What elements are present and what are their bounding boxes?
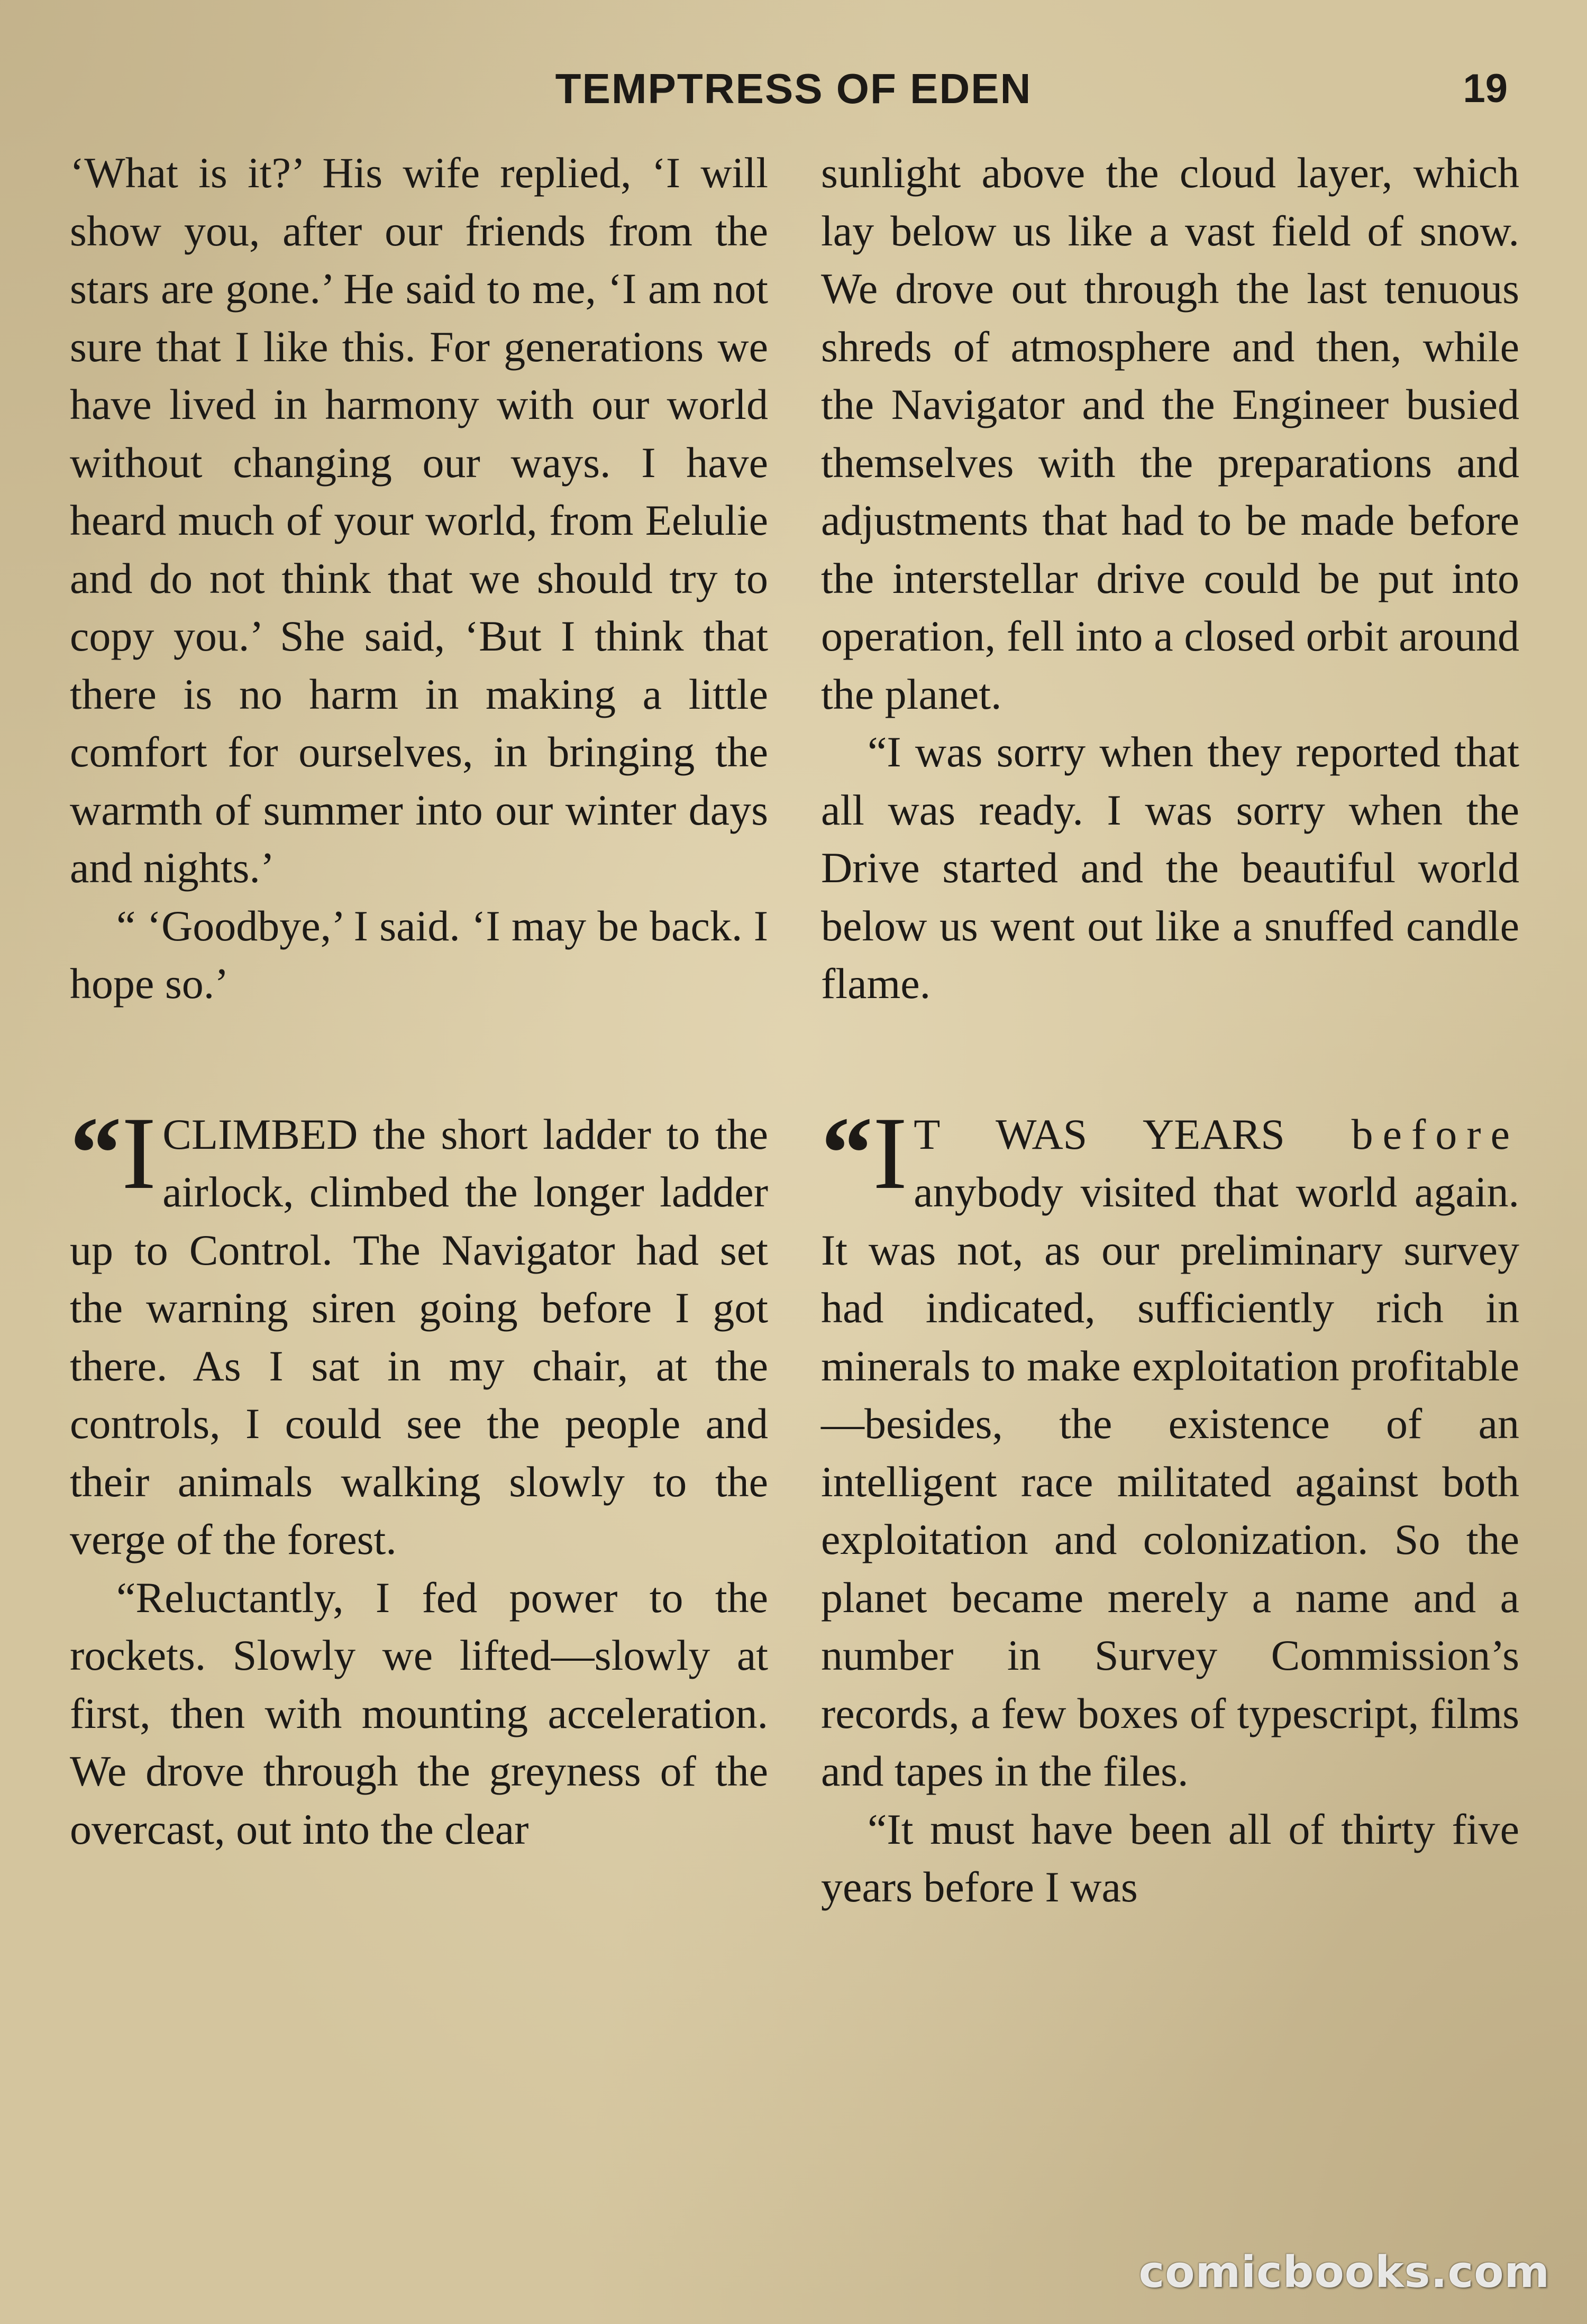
section-opening-paragraph: [70, 1095, 768, 1569]
drop-cap: [70, 1095, 157, 1211]
running-title: TEMPTRESS OF EDEN: [555, 65, 1032, 112]
left-column: [70, 144, 768, 1858]
paragraph: ‘What is it?’ His wife replied, ‘I will show you, after our friends from the stars are gone.’ He said to me, ‘I am not sure that I like this. For generations we have lived in harmony with our world without changing our ways. I have heard much of your world, from Eelulie and do not think that we should try to copy you.’ She said, ‘But I think that there is no harm in making a little comfort for ourselves, in bringing the warmth of summer into our winter days and nights.’: [70, 149, 768, 892]
opening-quote: “: [821, 1095, 873, 1211]
paragraph-body: anybody visited that world again. It was not, as our preliminary survey had indicated, sufficiently rich in minerals to make exploitation profitable—besides, the existence of an intelligent race militated against both exploitation and colonization. So the planet became merely a name and a number in Survey Commission’s records, a few boxes of typescript, films and tapes in the files.: [821, 1168, 1519, 1795]
paragraph: “It must have been all of thirty five years before I was: [821, 1805, 1519, 1911]
paragraph: “ ‘Goodbye,’ I said. ‘I may be back. I hope so.’: [70, 901, 768, 1008]
page-number: 19: [1463, 66, 1508, 111]
paragraph-body: the short ladder to the airlock, climbed the longer ladder up to Control. The Navigator had set the warning siren going before I got there. As I sat in my chair, at the controls, I could see the people and their animals walking slowly to the verge of the forest.: [70, 1110, 768, 1563]
drop-cap-letter: I: [873, 1095, 908, 1211]
section-opening-paragraph: [821, 1095, 1519, 1800]
paragraph: “Reluctantly, I fed power to the rockets. Slowly we lifted—slowly at first, then with mounting acceleration. We drove through the greyness of the overcast, out into the clear: [70, 1573, 768, 1853]
paragraph: sunlight above the cloud layer, which lay below us like a vast field of snow. We drove out through the last tenuous shreds of atmosphere and then, while the Navigator and the Engineer busied themselves with the preparations and adjustments that had to be made before the interstellar drive could be put into operation, fell into a closed orbit around the planet.: [821, 149, 1519, 718]
lead-in-text: T WAS YEARS: [914, 1110, 1285, 1158]
drop-cap: [821, 1095, 908, 1211]
opening-quote: “: [70, 1095, 122, 1211]
paragraph: “I was sorry when they reported that all was ready. I was sorry when the Drive started and the beautiful world below us went out like a snuffed candle flame.: [821, 728, 1519, 1008]
spaced-word: before: [1284, 1110, 1519, 1158]
right-column: [821, 144, 1519, 1916]
site-watermark: comicbooks.com: [1138, 2247, 1550, 2298]
drop-cap-letter: I: [122, 1095, 157, 1211]
lead-in-text: CLIMBED: [162, 1110, 358, 1158]
